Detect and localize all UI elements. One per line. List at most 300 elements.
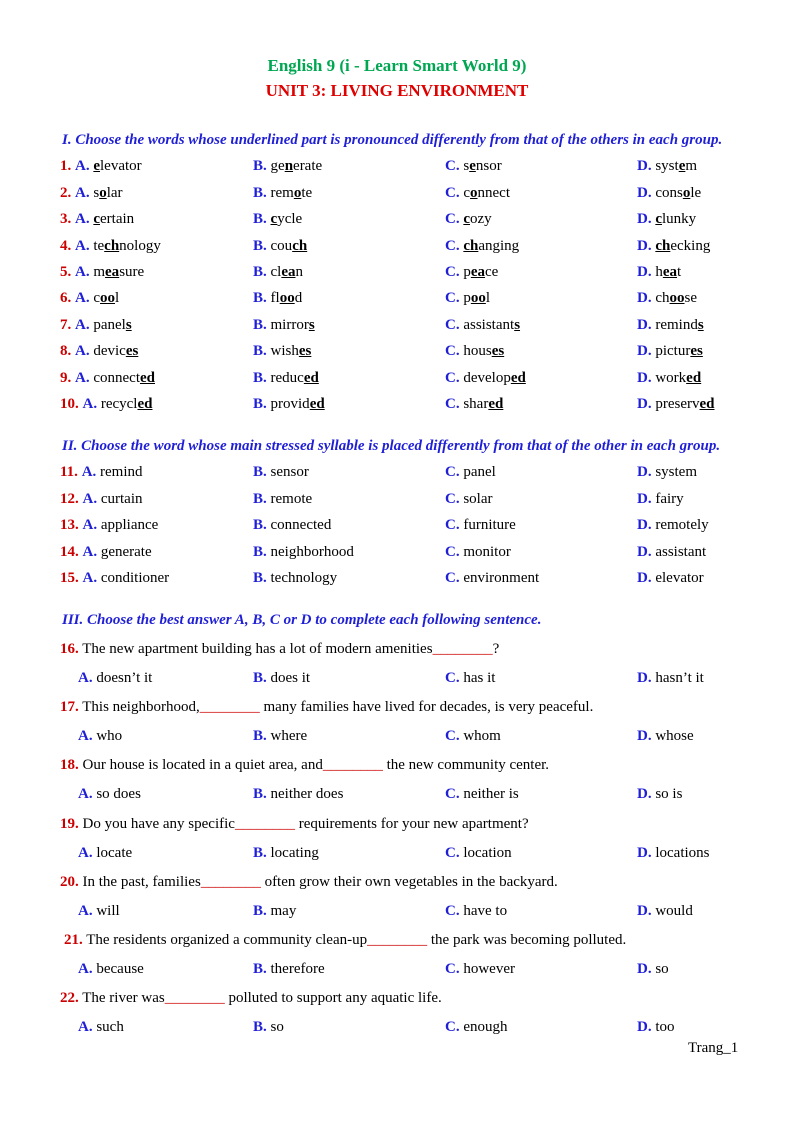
option-letter: B. [253, 238, 267, 254]
option [637, 570, 704, 587]
option [253, 903, 296, 920]
option-letter: D. [637, 570, 652, 586]
option-letter: C. [445, 185, 460, 201]
option-word-part: ycle [277, 211, 303, 227]
question-row [0, 290, 794, 312]
option-word-part: l [485, 290, 491, 306]
option-word: remind [100, 464, 143, 480]
option [253, 728, 307, 745]
option [60, 264, 144, 281]
option [445, 570, 539, 587]
option [253, 290, 302, 307]
option-word-part: cl [270, 264, 282, 280]
question-text-post: the new community center. [382, 757, 550, 773]
underlined-part: s [697, 317, 704, 333]
option-word: monitor [463, 544, 511, 560]
option-letter: D. [637, 1019, 652, 1035]
question-number: 4. [60, 238, 72, 254]
option-word-part: ge [270, 158, 285, 174]
question-text-post: the park was becoming polluted. [427, 932, 627, 948]
question-text-post: many families have lived for decades, is very peaceful. [259, 699, 594, 715]
question-number: 7. [60, 317, 72, 333]
option [637, 491, 684, 508]
underlined-part: ed [303, 370, 319, 386]
option [637, 670, 704, 687]
option [60, 211, 134, 228]
option [78, 1019, 124, 1036]
option [60, 544, 152, 561]
option-text: so [655, 961, 669, 977]
option [78, 670, 152, 687]
option-letter: A. [75, 290, 90, 306]
option-letter: C. [445, 903, 460, 919]
option [445, 290, 490, 307]
option [445, 491, 493, 508]
option [253, 343, 311, 360]
question-text-pre: Our house is located in a quiet area, and [82, 757, 323, 773]
question-text [60, 699, 593, 716]
underlined-part: o [99, 185, 107, 201]
option [60, 570, 169, 587]
underlined-part: ch [655, 238, 671, 254]
options-row [0, 670, 794, 692]
option [253, 396, 325, 413]
question-number: 22. [60, 990, 79, 1006]
option [445, 158, 502, 175]
question-text-pre: The residents organized a community clean-up [86, 932, 368, 948]
question-row [0, 464, 794, 486]
option-letter: C. [445, 786, 460, 802]
option [445, 211, 492, 228]
option-word: remotely [655, 517, 709, 533]
option-word-part: ce [485, 264, 499, 280]
option-word: fairy [655, 491, 684, 507]
option-letter: C. [445, 370, 460, 386]
option-letter: A. [82, 544, 98, 560]
option [253, 317, 315, 334]
underlined-part: ea [470, 264, 486, 280]
answer-blank: ________ [200, 874, 261, 890]
option-text: does it [270, 670, 311, 686]
underlined-part: ch [292, 238, 308, 254]
underlined-part: ed [686, 370, 702, 386]
unit-title: UNIT 3: LIVING ENVIRONMENT [265, 81, 529, 100]
question-text-post: often grow their own vegetables in the backyard. [260, 874, 558, 890]
option-letter: B. [253, 370, 267, 386]
option-letter: C. [445, 845, 460, 861]
question-number: 21. [64, 932, 83, 948]
option [445, 264, 498, 281]
option-word-part: provid [270, 396, 310, 412]
question-number: 10. [60, 396, 79, 412]
option [78, 728, 122, 745]
option-word-part: panel [93, 317, 126, 333]
question-number: 12. [60, 491, 79, 507]
option-letter: D. [637, 786, 652, 802]
underlined-part: oo [100, 290, 116, 306]
option-word-part: c [463, 185, 471, 201]
option-letter: B. [253, 517, 267, 533]
underlined-part: s [308, 317, 315, 333]
option-word: system [655, 464, 698, 480]
option [253, 570, 337, 587]
option [60, 370, 155, 387]
question-number: 14. [60, 544, 79, 560]
question-text [64, 932, 626, 949]
option-word-part: h [655, 264, 663, 280]
option-text: so does [96, 786, 141, 802]
option [637, 211, 696, 228]
option-letter: A. [82, 396, 98, 412]
option-letter: B. [253, 264, 267, 280]
option-letter: C. [445, 343, 460, 359]
option-letter: B. [253, 491, 267, 507]
option-word-part: nnect [477, 185, 510, 201]
underlined-part: ed [139, 370, 155, 386]
option-text: neither does [270, 786, 344, 802]
question-text-pre: This neighborhood, [82, 699, 200, 715]
option [445, 845, 512, 862]
option-word: technology [270, 570, 338, 586]
option [253, 670, 310, 687]
underlined-part: o [293, 185, 302, 201]
question-row [0, 370, 794, 392]
option-word-part: m [685, 158, 698, 174]
question-number: 1. [60, 158, 72, 174]
underlined-part: oo [669, 290, 685, 306]
underlined-part: ed [309, 396, 325, 412]
option-word-part: recycl [100, 396, 138, 412]
question-row [0, 264, 794, 286]
options-row [0, 845, 794, 867]
option-letter: B. [253, 845, 267, 861]
section-1-instruction: I. Choose the words whose underlined part is pronounced differently from that of the others in each group. [62, 132, 723, 148]
underlined-part: c [93, 211, 101, 227]
option-word-part: s [463, 158, 470, 174]
option-word-part: lunky [662, 211, 697, 227]
option-word-part: cou [270, 238, 293, 254]
option-letter: B. [253, 570, 267, 586]
option [445, 317, 520, 334]
options-row [0, 786, 794, 808]
option [637, 370, 701, 387]
option-word-part: m [93, 264, 106, 280]
option-letter: D. [637, 396, 652, 412]
underlined-part: c [655, 211, 663, 227]
option-text: however [463, 961, 515, 977]
option-word-part: le [690, 185, 702, 201]
option-letter: A. [81, 464, 97, 480]
question-number: 2. [60, 185, 72, 201]
option [78, 961, 144, 978]
question-row [0, 544, 794, 566]
option-word-part: shar [463, 396, 489, 412]
option-word-part: d [294, 290, 303, 306]
option [253, 464, 309, 481]
question-row [0, 317, 794, 339]
underlined-part: ea [281, 264, 296, 280]
option-letter: D. [637, 238, 652, 254]
underlined-part: o [470, 185, 478, 201]
option [637, 396, 715, 413]
underlined-part: e [469, 158, 476, 174]
option-word-part: devic [93, 343, 126, 359]
option [445, 370, 526, 387]
option-letter: C. [445, 317, 460, 333]
option-word: solar [463, 491, 493, 507]
option-text: so is [655, 786, 683, 802]
option-word: furniture [463, 517, 516, 533]
option [445, 903, 507, 920]
option-word: remote [270, 491, 313, 507]
option [253, 158, 322, 175]
option [78, 786, 141, 803]
answer-blank: ________ [199, 699, 260, 715]
option-text: locating [270, 845, 319, 861]
option-letter: B. [253, 290, 267, 306]
option-text: locations [655, 845, 710, 861]
underlined-part: c [463, 211, 471, 227]
option [60, 238, 161, 255]
option [637, 290, 697, 307]
option-letter: A. [78, 670, 93, 686]
option-word-part: pictur [655, 343, 691, 359]
option-word: curtain [100, 491, 143, 507]
option [253, 961, 325, 978]
question-row [0, 158, 794, 180]
underlined-part: oo [470, 290, 486, 306]
option [253, 211, 302, 228]
option [637, 238, 710, 255]
option-letter: A. [82, 570, 98, 586]
option-letter: C. [445, 290, 460, 306]
option [253, 544, 354, 561]
option-letter: B. [253, 185, 267, 201]
question-text-pre: The new apartment building has a lot of modern amenities [82, 641, 433, 657]
option-letter: C. [445, 264, 460, 280]
option-letter: A. [78, 786, 93, 802]
question-text [60, 641, 499, 658]
option-letter: B. [253, 544, 267, 560]
option [445, 670, 495, 687]
question-text-post: ? [492, 641, 500, 657]
option-letter: C. [445, 570, 460, 586]
option-letter: D. [637, 264, 652, 280]
question-text [60, 990, 442, 1007]
option-letter: D. [637, 370, 652, 386]
option-letter: A. [82, 517, 98, 533]
option-letter: D. [637, 491, 652, 507]
question-number: 13. [60, 517, 79, 533]
question-text-post: requirements for your new apartment? [294, 816, 529, 832]
option [253, 185, 312, 202]
question-stem [0, 932, 794, 954]
option-text: such [96, 1019, 124, 1035]
option [445, 396, 503, 413]
option [445, 185, 510, 202]
option [78, 845, 132, 862]
option [253, 370, 319, 387]
option [253, 845, 319, 862]
option-text: therefore [270, 961, 325, 977]
option-text: because [96, 961, 144, 977]
question-number: 19. [60, 816, 79, 832]
option-letter: D. [637, 517, 652, 533]
question-stem [0, 641, 794, 663]
option-letter: B. [253, 396, 267, 412]
answer-blank: ________ [322, 757, 383, 773]
option-word-part: wish [270, 343, 299, 359]
option [253, 786, 343, 803]
section-3-instruction: III. Choose the best answer A, B, C or D to complete each following sentence. [62, 612, 542, 628]
underlined-part: ed [699, 396, 715, 412]
underlined-part: ch [104, 238, 120, 254]
option-letter: A. [75, 158, 90, 174]
option-letter: D. [637, 185, 652, 201]
options-row [0, 961, 794, 983]
question-text-pre: The river was [82, 990, 165, 1006]
option-text: location [463, 845, 512, 861]
option-letter: A. [75, 343, 90, 359]
option-word-part: t [677, 264, 682, 280]
option [637, 185, 701, 202]
option-letter: A. [75, 211, 90, 227]
option-letter: A. [75, 317, 90, 333]
options-row [0, 1019, 794, 1041]
question-number: 18. [60, 757, 79, 773]
underlined-part: oo [279, 290, 295, 306]
option-word-part: ecking [670, 238, 711, 254]
option [445, 786, 519, 803]
option [60, 343, 138, 360]
option-word-part: preserv [655, 396, 700, 412]
option-word-part: syst [655, 158, 679, 174]
option-letter: D. [637, 845, 652, 861]
question-stem [0, 816, 794, 838]
option [445, 517, 516, 534]
option-word-part: connect [93, 370, 140, 386]
page-number: Trang_1 [688, 1040, 739, 1056]
option [445, 1019, 508, 1036]
option-word-part: sure [119, 264, 145, 280]
option [637, 961, 669, 978]
option [60, 396, 152, 413]
option-letter: D. [637, 343, 652, 359]
option-word-part: remind [655, 317, 698, 333]
section-2-instruction: II. Choose the word whose main stressed syllable is placed differently from that of the other in each group. [62, 438, 721, 454]
option-word: sensor [270, 464, 309, 480]
option-word: conditioner [100, 570, 170, 586]
option [637, 158, 697, 175]
option-word-part: ozy [470, 211, 492, 227]
option [445, 728, 501, 745]
option-letter: B. [253, 786, 267, 802]
option-word: generate [100, 544, 152, 560]
option-word-part: ch [655, 290, 670, 306]
option-letter: B. [253, 728, 267, 744]
option-word-part: fl [270, 290, 280, 306]
question-stem [0, 990, 794, 1012]
question-number: 17. [60, 699, 79, 715]
option-text: too [655, 1019, 675, 1035]
underlined-part: es [125, 343, 139, 359]
option-text: who [96, 728, 123, 744]
option-letter: B. [253, 1019, 267, 1035]
question-number: 6. [60, 290, 72, 306]
underlined-part: c [270, 211, 278, 227]
question-row [0, 396, 794, 418]
question-text-post: polluted to support any aquatic life. [224, 990, 442, 1006]
underlined-part: ch [463, 238, 479, 254]
document-title: English 9 (i - Learn Smart World 9) [267, 56, 527, 75]
question-stem [0, 699, 794, 721]
option-word: environment [463, 570, 540, 586]
option [637, 264, 681, 281]
answer-blank: ________ [164, 990, 225, 1006]
option [78, 903, 120, 920]
option-letter: D. [637, 670, 652, 686]
option-word-part: rem [270, 185, 294, 201]
underlined-part: ed [488, 396, 504, 412]
option-letter: A. [78, 845, 93, 861]
question-row [0, 211, 794, 233]
option-letter: D. [637, 211, 652, 227]
option-word: assistant [655, 544, 707, 560]
question-number: 11. [60, 464, 78, 480]
option-word-part: erate [293, 158, 323, 174]
option-text: doesn’t it [96, 670, 153, 686]
underlined-part: ea [105, 264, 120, 280]
option-word-part: work [655, 370, 687, 386]
option-letter: B. [253, 961, 267, 977]
option-letter: C. [445, 544, 460, 560]
option-letter: A. [78, 1019, 93, 1035]
option [60, 517, 158, 534]
option-letter: C. [445, 396, 460, 412]
option-word-part: assistant [463, 317, 515, 333]
option-word-part: c [93, 290, 101, 306]
question-text-pre: In the past, families [82, 874, 201, 890]
option-text: locate [96, 845, 133, 861]
option-text: would [655, 903, 693, 919]
question-row [0, 185, 794, 207]
underlined-part: ed [510, 370, 526, 386]
option-word: neighborhood [270, 544, 354, 560]
question-number: 15. [60, 570, 79, 586]
option-word-part: ertain [100, 211, 135, 227]
option-word-part: n [295, 264, 304, 280]
question-number: 5. [60, 264, 72, 280]
answer-blank: ________ [432, 641, 493, 657]
option-word: panel [463, 464, 496, 480]
option [445, 343, 504, 360]
option [445, 961, 515, 978]
option-letter: A. [75, 264, 90, 280]
question-row [0, 238, 794, 260]
option-text: will [96, 903, 120, 919]
question-number: 9. [60, 370, 72, 386]
question-row [0, 343, 794, 365]
option-word-part: reduc [270, 370, 304, 386]
option-word-part: l [115, 290, 120, 306]
option-text: whose [655, 728, 694, 744]
option-letter: C. [445, 728, 460, 744]
option-letter: B. [253, 317, 267, 333]
option-word-part: p [463, 264, 471, 280]
option-word-part: lar [106, 185, 123, 201]
underlined-part: e [678, 158, 686, 174]
option-word: connected [270, 517, 332, 533]
